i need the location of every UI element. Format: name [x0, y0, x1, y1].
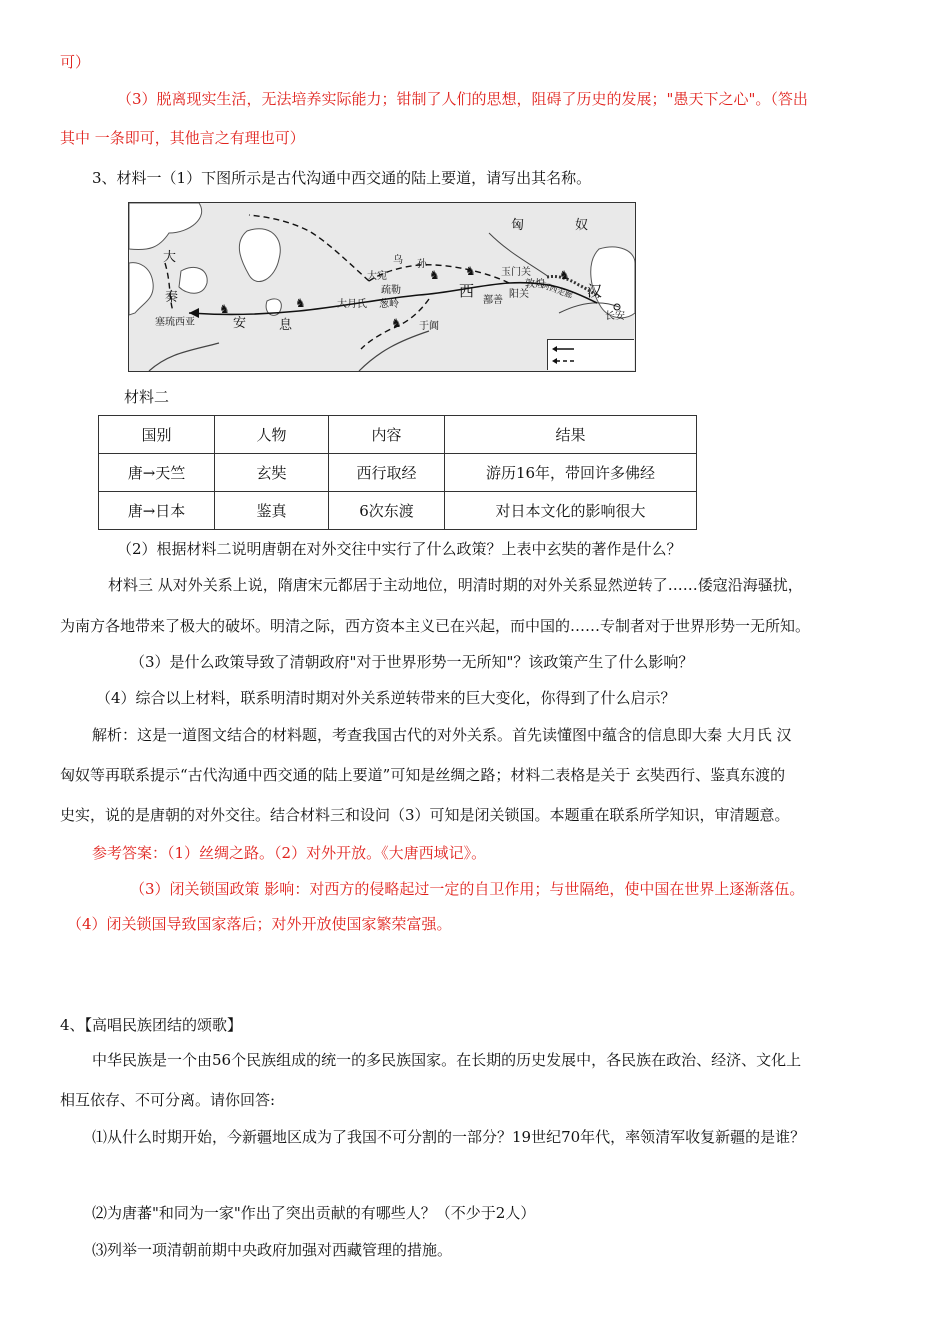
- camel-icon: ♞: [465, 264, 476, 278]
- map-label-congling: 葱岭: [379, 299, 399, 310]
- analysis-line-3: 史实，说的是唐朝的对外交往。结合材料三和设问（3）可知是闭关锁国。本题重在联系所学知识，审清题意。: [60, 806, 790, 824]
- camel-icon: ♞: [295, 296, 306, 310]
- answer-note: 其中 一条即可，其他言之有理也可）: [60, 129, 305, 147]
- map-label-yumenguan: 玉门关: [501, 267, 531, 278]
- material-2-table: [98, 415, 697, 530]
- map-label-dunhuang: 敦煌: [525, 279, 545, 290]
- question-4-sub-1: ⑴从什么时期开始，今新疆地区成为了我国不可分割的一部分？19世纪70年代，率领清军收复新疆的是谁？: [92, 1128, 806, 1146]
- map-label-xiongnu-2: 奴: [575, 218, 589, 233]
- answer-line-2: （3）闭关锁国政策 影响：对西方的侵略起过一定的自卫作用；与世隔绝，使中国在世界上逐渐落伍。: [130, 880, 805, 898]
- map-label-changan: 长安: [605, 311, 625, 322]
- table-cell: 唐→天竺: [99, 454, 215, 492]
- analysis-line-1: 解析：这是一道图文结合的材料题，考查我国古代的对外关系。首先读懂图中蕴含的信息即大秦 大月氏 汉: [92, 726, 792, 744]
- table-header-cell: 人物: [215, 416, 329, 454]
- table-header-row: [99, 416, 697, 454]
- map-label-sun: 孙: [417, 259, 427, 270]
- silk-road-map: [128, 202, 636, 372]
- camel-icon: ♞: [219, 302, 230, 316]
- question-4-sub-2: ⑵为唐蕃"和同为一家"作出了突出贡献的有哪些人？（不少于2人）: [92, 1204, 536, 1222]
- map-label-an: 安: [233, 316, 247, 331]
- camel-icon: ♞: [559, 268, 570, 282]
- table-header-cell: 国别: [99, 416, 215, 454]
- question-3-2: （2）根据材料二说明唐朝在对外交往中实行了什么政策？上表中玄奘的著作是什么？: [117, 540, 682, 558]
- question-3-4: （4）综合以上材料，联系明清时期对外关系逆转带来的巨大变化，你得到了什么启示？: [96, 689, 676, 707]
- table-cell: 玄奘: [215, 454, 329, 492]
- question-4-para-2: 相互依存、不可分离。请你回答:: [60, 1091, 276, 1109]
- camel-icon: ♞: [429, 268, 440, 282]
- map-label-qin: 秦: [165, 290, 179, 305]
- question-3-intro: 3、材料一（1）下图所示是古代沟通中西交通的陆上要道，请写出其名称。: [92, 169, 592, 187]
- material-3-line-1: 材料三 从对外关系上说，隋唐宋元都居于主动地位，明清时期的对外关系显然逆转了……倭寇沿海骚扰，: [108, 576, 803, 594]
- map-label-wu: 乌: [393, 255, 403, 266]
- table-cell: 鉴真: [215, 492, 329, 530]
- map-label-han: 汉: [587, 282, 603, 300]
- table-cell: 6次东渡: [329, 492, 445, 530]
- map-label-dayuezhi: 大月氏: [337, 299, 367, 310]
- table-cell: 游历16年，带回许多佛经: [445, 454, 697, 492]
- answer-item-3: （3）脱离现实生活，无法培养实际能力；钳制了人们的思想，阻碍了历史的发展；"愚天下之心"。（答出: [117, 90, 808, 108]
- material-2-title: 材料二: [124, 388, 170, 406]
- map-label-shule: 疏勒: [381, 285, 401, 296]
- table-header-cell: 内容: [329, 416, 445, 454]
- route-arrow-icon: [548, 340, 634, 370]
- map-label-hexi: 河西走廊: [540, 280, 574, 301]
- answer-line-1: 参考答案：（1）丝绸之路。（2）对外开放。《大唐西域记》。: [92, 844, 487, 862]
- map-label-xiongnu-1: 匈: [511, 218, 525, 233]
- map-label-sailiu: 塞琉西亚: [155, 317, 195, 328]
- answer-continuation: 可）: [60, 53, 91, 71]
- table-row: [99, 454, 697, 492]
- map-label-yangguan: 阳关: [509, 289, 529, 300]
- map-label-xi: 息: [279, 318, 293, 333]
- question-4-para-1: 中华民族是一个由56个民族组成的统一的多民族国家。在长期的历史发展中，各民族在政治、经济、文化上: [92, 1051, 802, 1069]
- analysis-line-2: 匈奴等再联系提示“古代沟通中西交通的陆上要道”可知是丝绸之路；材料二表格是关于 玄奘西行、鉴真东渡的: [60, 766, 786, 784]
- question-3-3: （3）是什么政策导致了清朝政府"对于世界形势一无所知"？该政策产生了什么影响？: [130, 653, 694, 671]
- table-header-cell: 结果: [445, 416, 697, 454]
- table-cell: 对日本文化的影响很大: [445, 492, 697, 530]
- question-4-sub-3: ⑶列举一项清朝前期中央政府加强对西藏管理的措施。: [92, 1241, 453, 1259]
- map-label-xi-region: 西: [459, 282, 475, 300]
- map-label-da: 大: [163, 250, 177, 265]
- map-legend: [547, 339, 634, 370]
- map-label-shanshan: 鄯善: [483, 295, 503, 306]
- table-cell: 唐→日本: [99, 492, 215, 530]
- answer-line-3: （4）闭关锁国导致国家落后；对外开放使国家繁荣富强。: [67, 915, 452, 933]
- table-row: [99, 492, 697, 530]
- table-cell: 西行取经: [329, 454, 445, 492]
- map-label-yutian: 于阗: [419, 321, 439, 332]
- question-4-title: 4、【高唱民族团结的颂歌】: [60, 1016, 243, 1034]
- material-3-line-2: 为南方各地带来了极大的破坏。明清之际，西方资本主义已在兴起，而中国的……专制者对于世界形势一无所知。: [60, 617, 811, 635]
- camel-icon: ♞: [391, 316, 402, 330]
- map-label-dawan: 大宛: [367, 271, 387, 282]
